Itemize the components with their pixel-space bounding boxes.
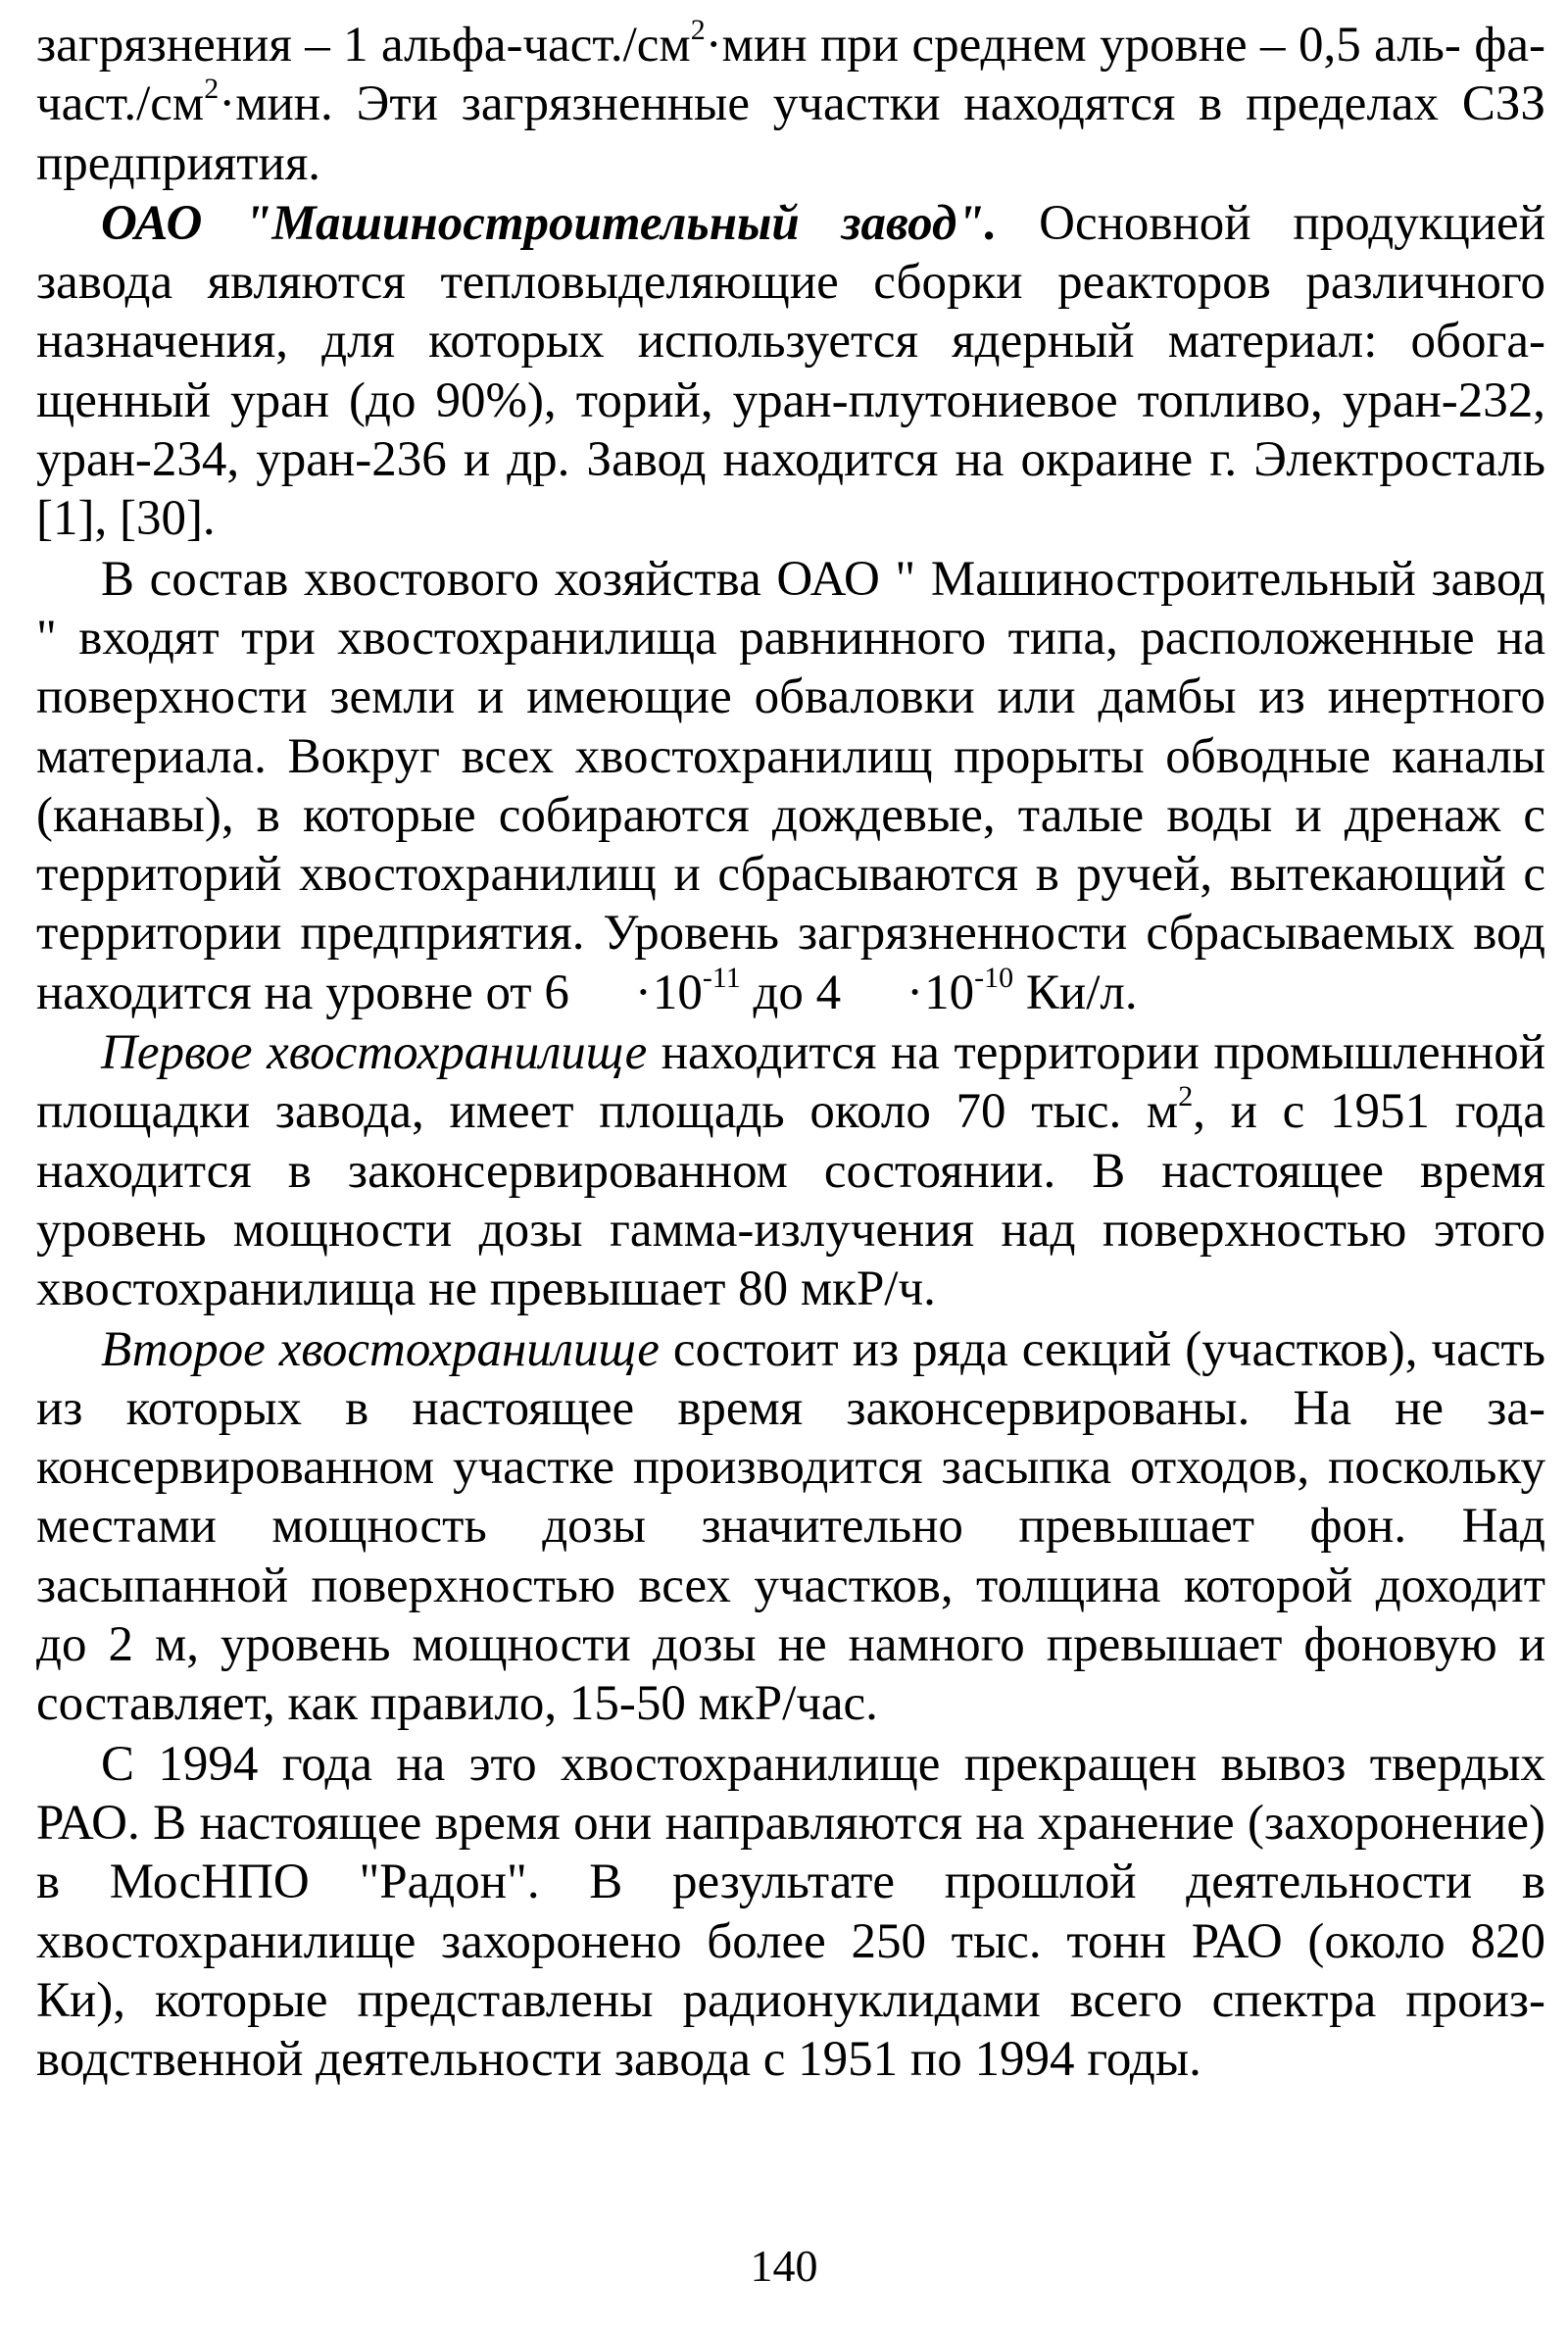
text-run: загрязнения – 1 альфа-част./см: [36, 18, 691, 73]
text-run: ·мин при среднем уровне – 0,5 аль-: [705, 18, 1461, 73]
section-heading-machine-plant: ОАО "Машиностроительный завод".: [101, 195, 998, 251]
paragraph-contamination-continuation: [36, 16, 1545, 193]
document-page: [36, 16, 1545, 2089]
text-run: Основной продукцией завода являются тепловыделяющие сборки реакторов различного назначения, для которых используется ядерный материал: обогащенный уран (до 90%), торий, уран-плутониевое топливо, уран-232, уран-234, уран-236 и др. Завод находится на окраине г. Электросталь [1], [30].: [36, 195, 1545, 547]
paragraph-tailings-facilities: [36, 550, 1545, 1022]
superscript-2: 2: [1178, 1080, 1194, 1114]
paragraph-first-tailings: [36, 1023, 1545, 1318]
exponent-base: 10: [924, 965, 975, 1020]
multiplication-dot: ·: [906, 965, 924, 1020]
text-run: до 4: [740, 965, 842, 1020]
superscript-2: 2: [204, 73, 220, 106]
exponent-value: -11: [702, 961, 741, 994]
page-number: 140: [750, 2241, 818, 2291]
multiplication-dot: ·: [634, 965, 652, 1020]
term-first-tailings: Первое хвостохранилище: [101, 1025, 648, 1081]
paragraph-machine-plant: [36, 194, 1545, 549]
term-second-tailings: Второе хвостохранилище: [101, 1321, 660, 1377]
text-run: фа-част./см: [36, 18, 1545, 132]
text-run: находится на территории промышленной площадки завода, имеет площадь около 70 тыс. м: [36, 1025, 1545, 1140]
text-run: , и с 1951 года находится в законсервированном состоянии. В настоящее время уровень мощности дозы гамма-излучения над поверхностью этого хвостохранилища не превышает 80 мкР/ч.: [36, 1084, 1545, 1317]
text-run: состоит из ряда секций (участков), часть из которых в настоящее время законсервированы. На не законсервированном участке производится засыпка отходов, поскольку местами мощность дозы значительно превышает фон. Над засыпанной поверхностью всех участков, толщина которой доходит до 2 м, уровень мощности дозы не намного превышает фоновую и составляет, как правило, 15-50 мкР/час.: [36, 1321, 1546, 1732]
paragraph-second-tailings: [36, 1320, 1545, 1734]
text-run: Ки/л.: [1013, 965, 1138, 1020]
exponent-value: -10: [974, 961, 1014, 994]
text-run: В состав хвостового хозяйства ОАО " Машиностроительный завод " входят три хвостохранилища равнинного типа, расположенные на поверхности земли и имеющие обваловки или дамбы из инертного материала. Вокруг всех хвостохранилищ прорыты обводные каналы (канавы), в которые собираются дождевые, талые воды и дренаж с территорий хвостохранилищ и сбрасываются в ручей, вытекающий с территории предприятия. Уровень загрязненности сбрасываемых вод находится на уровне от 6: [36, 551, 1545, 1020]
paragraph-radwaste-1994: [36, 1735, 1545, 2090]
superscript-2: 2: [690, 14, 706, 46]
text-run: ·мин. Эти загрязненные участки находятся в пределах СЗЗ предприятия.: [36, 76, 1545, 191]
text-run: С 1994 года на это хвостохранилище прекращен вывоз твердых РАО. В настоящее время они направляются на хранение (захоронение) в МосНПО "Радон". В результате прошлой деятельности в хвостохранилище захоронено более 250 тыс. тонн РАО (около 820 Ки), которые представлены радионуклидами всего спектра производственной деятельности завода с 1951 по 1994 годы.: [36, 1736, 1545, 2088]
exponent-base: 10: [652, 965, 703, 1020]
